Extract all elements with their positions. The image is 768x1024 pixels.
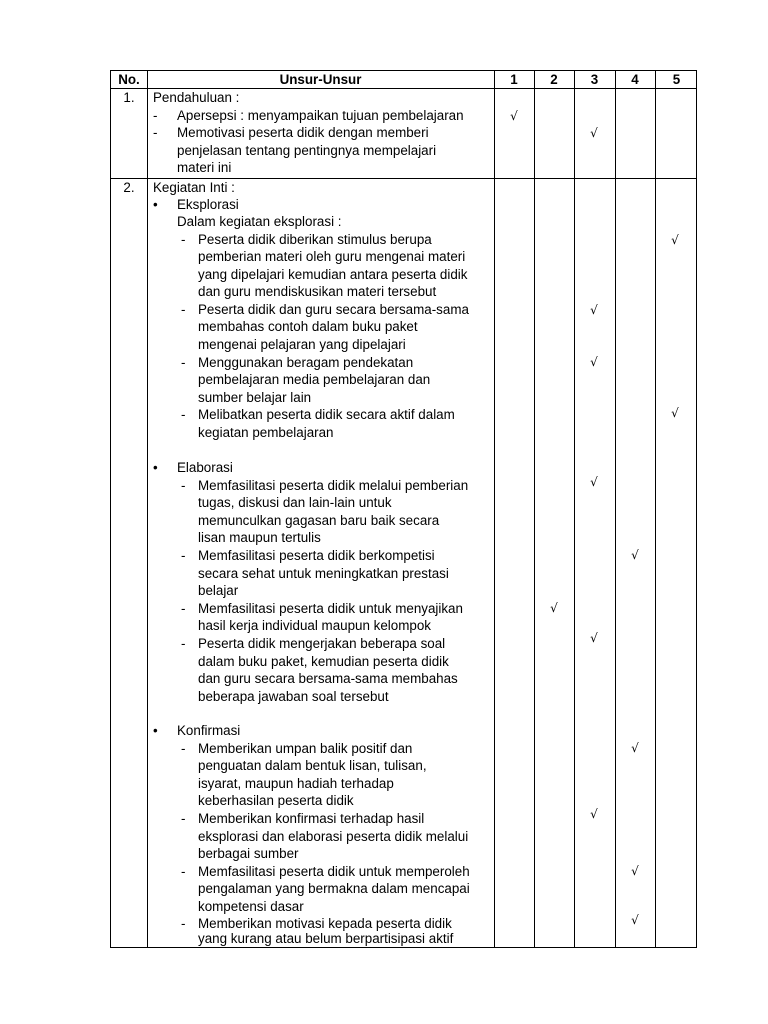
subsection-heading: Elaborasi — [177, 460, 233, 475]
list-item: Peserta didik dan guru secara bersama-sama — [198, 302, 469, 317]
header-col-5: 5 — [672, 72, 681, 87]
list-item-continuation: tugas, diskusi dan lain-lain untuk — [198, 495, 392, 510]
list-item: Memberikan motivasi kepada peserta didik — [198, 916, 452, 931]
section-heading: Pendahuluan : — [153, 90, 240, 105]
subsection-heading: Eksplorasi — [177, 197, 239, 212]
column-divider — [147, 71, 148, 947]
dash-marker: - — [153, 125, 158, 140]
list-item-continuation: berbagai sumber — [198, 846, 299, 861]
list-item-continuation: kegiatan pembelajaran — [198, 425, 334, 440]
list-item: Memotivasi peserta didik dengan memberi — [177, 125, 429, 140]
header-no: No. — [118, 72, 140, 87]
list-item: Peserta didik mengerjakan beberapa soal — [198, 636, 446, 651]
dash-marker: - — [181, 355, 186, 370]
header-col-1: 1 — [510, 72, 518, 87]
row-number: 1. — [123, 90, 135, 105]
dash-marker: - — [181, 741, 186, 756]
dash-marker: - — [181, 916, 186, 931]
list-item-continuation: hasil kerja individual maupun kelompok — [198, 618, 431, 633]
dash-marker: - — [181, 601, 186, 616]
list-item-continuation: materi ini — [177, 160, 232, 175]
dash-marker: - — [181, 302, 186, 317]
list-item: Memfasilitasi peserta didik melalui pemberian — [198, 478, 469, 493]
check-mark-icon: √ — [631, 741, 639, 755]
list-item: Memfasilitasi peserta didik untuk menyajikan — [198, 601, 463, 616]
section-heading: Kegiatan Inti : — [153, 180, 235, 195]
header-col-3: 3 — [590, 72, 599, 87]
list-item: Memfasilitasi peserta didik untuk memperoleh — [198, 864, 470, 879]
check-mark-icon: √ — [631, 864, 639, 878]
header-col-2: 2 — [550, 72, 558, 87]
subsection-intro: Dalam kegiatan eksplorasi : — [177, 214, 342, 229]
column-divider — [615, 71, 616, 947]
list-item-continuation: keberhasilan peserta didik — [198, 793, 354, 808]
list-item-continuation: dan guru secara bersama-sama membahas — [198, 671, 458, 686]
dash-marker: - — [181, 548, 186, 563]
list-item: Memberikan umpan balik positif dan — [198, 741, 413, 756]
list-item-continuation: beberapa jawaban soal tersebut — [198, 689, 389, 704]
list-item-continuation: dan guru mendiskusikan materi tersebut — [198, 284, 437, 299]
list-item-continuation: sumber belajar lain — [198, 390, 312, 405]
check-mark-icon: √ — [510, 109, 518, 123]
list-item: Menggunakan beragam pendekatan — [198, 355, 414, 370]
check-mark-icon: √ — [590, 355, 598, 369]
bullet-icon: • — [153, 460, 158, 475]
dash-marker: - — [181, 407, 186, 422]
check-mark-icon: √ — [590, 126, 598, 140]
check-mark-icon: √ — [671, 233, 679, 247]
dash-marker: - — [181, 636, 186, 651]
list-item: Memfasilitasi peserta didik berkompetisi — [198, 548, 435, 563]
check-mark-icon: √ — [590, 303, 598, 317]
header-unsur: Unsur-Unsur — [279, 72, 362, 87]
list-item-continuation: belajar — [198, 583, 239, 598]
list-item-continuation: isyarat, maupun hadiah terhadap — [198, 776, 394, 791]
list-item: Peserta didik diberikan stimulus berupa — [198, 232, 432, 247]
check-mark-icon: √ — [590, 475, 598, 489]
check-mark-icon: √ — [590, 807, 598, 821]
list-item-continuation: penguatan dalam bentuk lisan, tulisan, — [198, 758, 427, 773]
row-number: 2. — [123, 180, 135, 195]
list-item-continuation: membahas contoh dalam buku paket — [198, 319, 418, 334]
check-mark-icon: √ — [631, 548, 639, 562]
check-mark-icon: √ — [550, 601, 558, 615]
list-item-continuation: dalam buku paket, kemudian peserta didik — [198, 654, 449, 669]
column-divider — [534, 71, 535, 947]
check-mark-icon: √ — [590, 631, 598, 645]
dash-marker: - — [181, 232, 186, 247]
dash-marker: - — [181, 811, 186, 826]
dash-marker: - — [181, 478, 186, 493]
bullet-icon: • — [153, 723, 158, 738]
list-item-continuation: memunculkan gagasan baru baik secara — [198, 513, 440, 528]
list-item-continuation: penjelasan tentang pentingnya mempelajari — [177, 143, 437, 158]
list-item-continuation: kompetensi dasar — [198, 899, 304, 914]
list-item: Apersepsi : menyampaikan tujuan pembelajaran — [177, 108, 464, 123]
assessment-table — [110, 70, 697, 948]
column-divider — [494, 71, 495, 947]
list-item-continuation: lisan maupun tertulis — [198, 530, 321, 545]
list-item-continuation: pengalaman yang bermakna dalam mencapai — [198, 881, 470, 896]
column-divider — [655, 71, 656, 947]
list-item-continuation: yang kurang atau belum berpartisipasi aktif — [198, 931, 454, 946]
dash-marker: - — [153, 108, 158, 123]
list-item-continuation: eksplorasi dan elaborasi peserta didik melalui — [198, 829, 469, 844]
header-col-4: 4 — [631, 72, 639, 87]
check-mark-icon: √ — [671, 406, 679, 420]
list-item-continuation: mengenai pelajaran yang dipelajari — [198, 337, 406, 352]
list-item-continuation: secara sehat untuk meningkatkan prestasi — [198, 566, 449, 581]
bullet-icon: • — [153, 197, 158, 212]
list-item: Memberikan konfirmasi terhadap hasil — [198, 811, 425, 826]
dash-marker: - — [181, 864, 186, 879]
list-item-continuation: yang dipelajari kemudian antara peserta didik — [198, 267, 468, 282]
list-item: Melibatkan peserta didik secara aktif dalam — [198, 407, 455, 422]
check-mark-icon: √ — [631, 913, 639, 927]
subsection-heading: Konfirmasi — [177, 723, 241, 738]
list-item-continuation: pembelajaran media pembelajaran dan — [198, 372, 431, 387]
list-item-continuation: pemberian materi oleh guru mengenai materi — [198, 249, 466, 264]
